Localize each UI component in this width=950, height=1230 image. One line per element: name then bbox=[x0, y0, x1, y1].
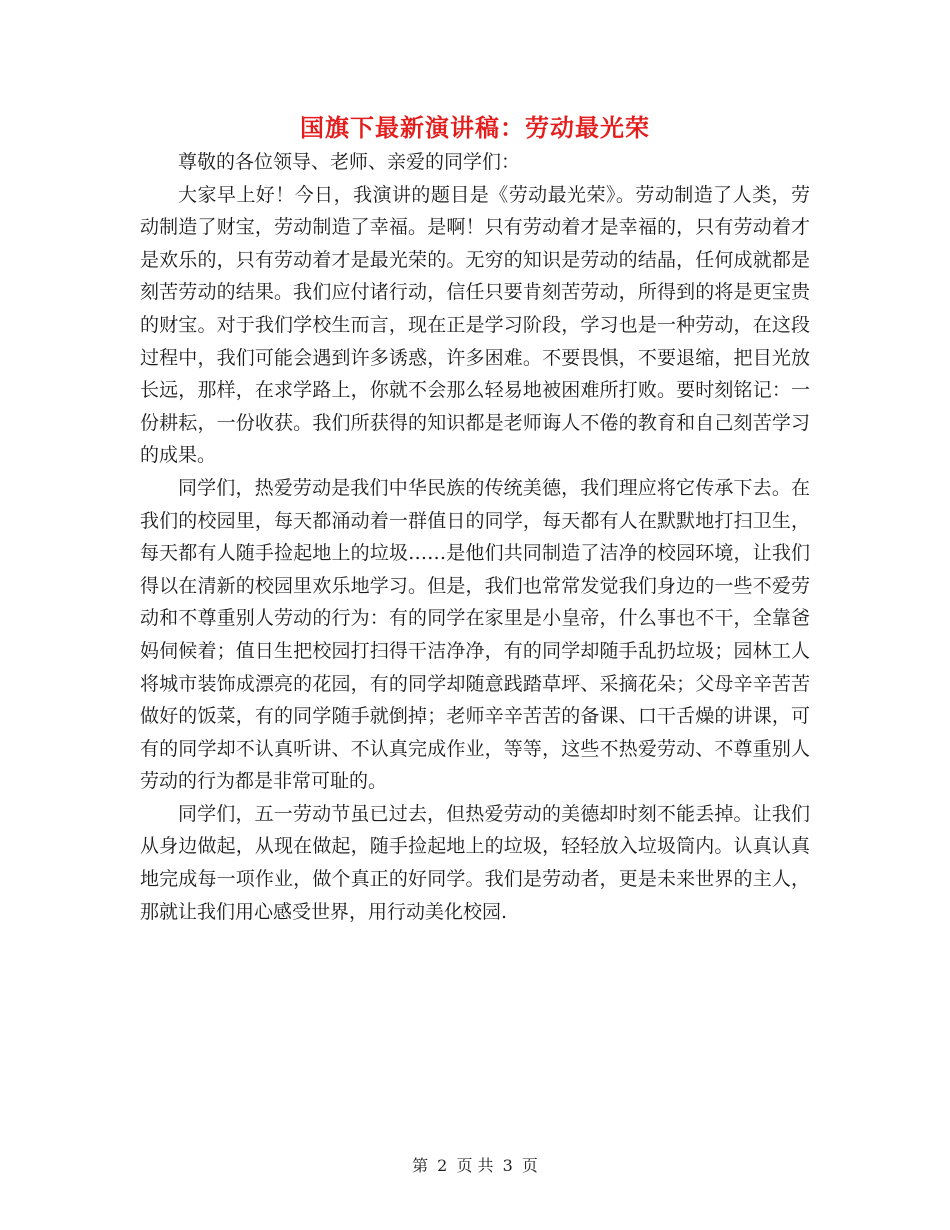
footer-prefix: 第 bbox=[412, 1156, 429, 1175]
body-paragraph-3: 同学们，五一劳动节虽已过去，但热爱劳动的美德却时刻不能丢掉。让我们从身边做起，从现在做起，随手捡起地上的垃圾，轻轻放入垃圾筒内。认真认真地完成每一项作业，做个真正的好同学。我们是劳动者，更是未来世界的主人，那就让我们用心感受世界，用行动美化校园. bbox=[140, 802, 810, 923]
footer-middle: 页 共 bbox=[456, 1156, 494, 1175]
footer-page-number: 2 bbox=[437, 1156, 448, 1175]
page-footer bbox=[0, 1153, 950, 1176]
document-title: 国旗下最新演讲稿：劳动最光荣 bbox=[300, 114, 650, 142]
document-body bbox=[140, 146, 810, 928]
footer-suffix: 页 bbox=[521, 1156, 538, 1175]
salutation-paragraph: 尊敬的各位领导、老师、亲爱的同学们： bbox=[178, 151, 521, 173]
footer-page-total: 3 bbox=[502, 1156, 513, 1175]
body-paragraph-2: 同学们，热爱劳动是我们中华民族的传统美德，我们理应将它传承下去。在我们的校园里，每天都涌动着一群值日的同学，每天都有人在默默地打扫卫生，每天都有人随手捡起地上的垃圾……是他们共同制造了洁净的校园环境，让我们得以在清新的校园里欢乐地学习。但是，我们也常常发觉我们身边的一些不爱劳动和不尊重别人劳动的行为：有的同学在家里是小皇帝，什么事也不干，全靠爸妈伺候着；值日生把校园打扫得干洁净净，有的同学却随手乱扔垃圾；园林工人将城市装饰成漂亮的花园，有的同学却随意践踏草坪、采摘花朵；父母辛辛苦苦做好的饭菜，有的同学随手就倒掉；老师辛辛苦苦的备课、口干舌燥的讲课，可有的同学却不认真听讲、不认真完成作业，等等，这些不热爱劳动、不尊重别人劳动的行为都是非常可耻的。 bbox=[140, 476, 810, 793]
body-paragraph-1: 大家早上好！今日，我演讲的题目是《劳动最光荣》。劳动制造了人类，劳动制造了财宝，劳动制造了幸福。是啊！只有劳动着才是幸福的，只有劳动着才是欢乐的，只有劳动着才是最光荣的。无穷的知识是劳动的结晶，任何成就都是刻苦劳动的结果。我们应付诸行动，信任只要肯刻苦劳动，所得到的将是更宝贵的财宝。对于我们学校生而言，现在正是学习阶段，学习也是一种劳动，在这段过程中，我们可能会遇到许多诱惑，许多困难。不要畏惧，不要退缩，把目光放长远，那样，在求学路上，你就不会那么轻易地被困难所打败。要时刻铭记：一份耕耘，一份收获。我们所获得的知识都是老师诲人不倦的教育和自己刻苦学习的成果。 bbox=[140, 183, 810, 467]
